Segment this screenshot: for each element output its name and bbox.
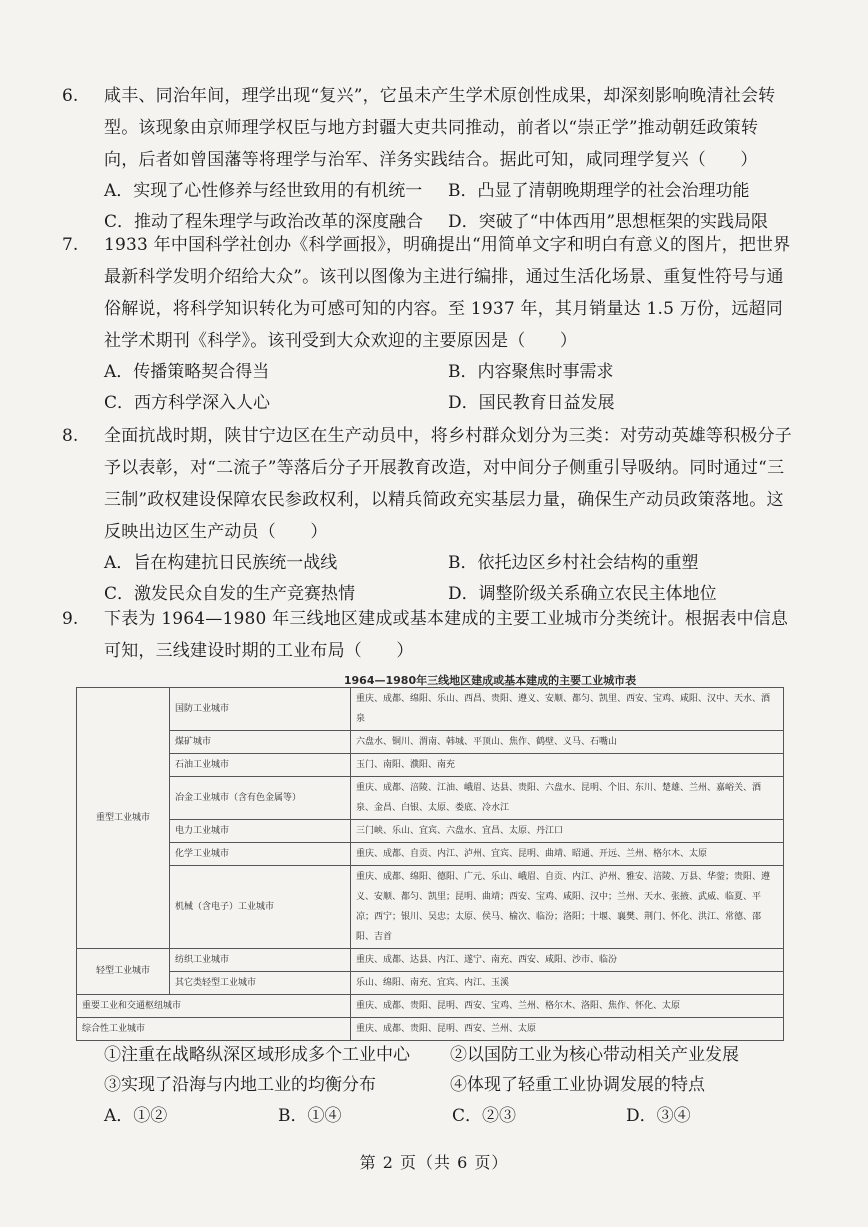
question-stem: 咸丰、同治年间，理学出现“复兴”，它虽未产生学术原创性成果，却深刻影响晚清社会转型。该现象由京师理学权臣与地方封疆大吏共同推动，前者以“崇正学”推动朝廷政策转向，后者如曾国藩等将理学与治军、洋务实践结合。据此可知，咸同理学复兴（ ） [104,86,776,170]
answer-c: C．②③ [452,1106,517,1126]
statement-3: ③实现了沿海与内地工业的均衡分布 [104,1075,376,1095]
question-number: 7. [62,235,79,255]
option-row [104,548,792,579]
statement-4: ④体现了轻重工业协调发展的特点 [450,1075,705,1095]
table-row [77,731,784,754]
table-row [77,866,784,949]
answer-a: A．①② [104,1106,168,1126]
question-number: 8. [62,426,79,446]
option-b: B．内容聚焦时事需求 [448,362,614,382]
question-stem: 全面抗战时期，陕甘宁边区在生产动员中，将乡村群众划分为三类：对劳动英雄等积极分子予以表彰，对“二流子”等落后分子开展教育改造，对中间分子侧重引导吸纳。同时通过“三三制”政权建设保障农民参政权利，以精兵简政充实基层力量，确保生产动员政策落地。这反映出边区生产动员（ ） [104,426,792,542]
table-row [77,820,784,843]
row-cities: 重庆、成都、达县、内江、遂宁、南充、西安、咸阳、沙市、临汾 [351,949,784,972]
statement-1: ①注重在战略纵深区域形成多个工业中心 [104,1045,410,1065]
question-number: 9. [62,609,79,629]
statement-row [104,1070,804,1100]
row-type: 化学工业城市 [170,843,351,866]
statement-row [104,1040,804,1070]
question-8 [62,420,792,610]
row-type: 综合性工业城市 [77,1018,351,1041]
option-row [104,357,792,388]
option-a: A．传播策略契合得当 [104,362,270,382]
option-a: A．实现了心性修养与经世致用的有机统一 [104,181,423,201]
row-type: 国防工业城市 [170,688,351,731]
table-row [77,972,784,995]
question-number: 6. [62,86,79,106]
option-d: D．国民教育日益发展 [448,393,615,413]
row-cities: 玉门、南阳、濮阳、南充 [351,754,784,777]
option-d: D．突破了“中体西用”思想框架的实践局限 [448,212,769,232]
question-9 [62,603,792,667]
row-type: 机械（含电子）工业城市 [170,866,351,949]
table-row [77,1018,784,1041]
category-heavy: 重型工业城市 [77,688,170,949]
row-type: 其它类轻型工业城市 [170,972,351,995]
row-type: 冶金工业城市（含有色金属等） [170,777,351,820]
option-b: B．凸显了清朝晚期理学的社会治理功能 [448,181,750,201]
table-row [77,688,784,731]
row-type: 煤矿城市 [170,731,351,754]
option-c: C．推动了程朱理学与政治改革的深度融合 [104,212,424,232]
table-row [77,843,784,866]
row-cities: 三门峡、乐山、宜宾、六盘水、宜昌、太原、丹江口 [351,820,784,843]
row-type: 电力工业城市 [170,820,351,843]
question-7 [62,229,792,419]
option-row [104,176,792,207]
answer-d: D．③④ [626,1106,691,1126]
table-row [77,754,784,777]
table-row [77,777,784,820]
option-b: B．依托边区乡村社会结构的重塑 [448,553,699,573]
row-cities: 六盘水、铜川、渭南、韩城、平顶山、焦作、鹤壁、义马、石嘴山 [351,731,784,754]
row-type: 纺织工业城市 [170,949,351,972]
answer-row [104,1100,804,1132]
table-row [77,949,784,972]
row-type: 重要工业和交通枢纽城市 [77,995,351,1018]
page-footer: 第 2 页（共 6 页） [359,1153,509,1172]
question-stem: 下表为 1964—1980 年三线地区建成或基本建成的主要工业城市分类统计。根据表中信息可知，三线建设时期的工业布局（ ） [104,609,789,661]
option-c: C．西方科学深入人心 [104,393,271,413]
table-row [77,995,784,1018]
row-cities: 重庆、成都、贵阳、昆明、西安、兰州、太原 [351,1018,784,1041]
category-light: 轻型工业城市 [77,949,170,995]
row-cities: 重庆、成都、自贡、内江、泸州、宜宾、昆明、曲靖、昭通、开远、兰州、格尔木、太原 [351,843,784,866]
row-cities: 重庆、成都、绵阳、乐山、西昌、贵阳、遵义、安顺、都匀、凯里、西安、宝鸡、咸阳、汉中、天水、酒泉 [351,688,784,731]
option-row [104,388,792,419]
table-caption: 1964—1980年三线地区建成或基本建成的主要工业城市表 [343,674,637,687]
option-c: C．激发民众自发的生产竞赛热情 [104,584,356,604]
question-stem: 1933 年中国科学社创办《科学画报》，明确提出“用简单文字和明白有意义的图片，把世界最新科学发明介绍给大众”。该刊以图像为主进行编排，通过生活化场景、重复性符号与通俗解说，将科学知识转化为可感可知的内容。至 1937 年，其月销量达 1.5 万份，远超同社学术期刊《科学》。该刊受到大众欢迎的主要原因是（ ） [104,235,791,351]
row-cities: 重庆、成都、绵阳、德阳、广元、乐山、峨眉、自贡、内江、泸州、雅安、涪陵、万县、华蓥；贵阳、遵义、安顺、都匀、凯里；昆明、曲靖；西安、宝鸡、咸阳、汉中；兰州、天水、张掖、武威、临夏、平凉；西宁；银川、吴忠；太原、侯马、榆次、临汾；洛阳；十堰、襄樊、荆门、怀化、洪江、常德、邵阳、吉首 [351,866,784,949]
row-cities: 重庆、成都、涪陵、江油、峨眉、达县、贵阳、六盘水、昆明、个旧、东川、楚雄、兰州、嘉峪关、酒泉、金昌、白银、太原、娄底、冷水江 [351,777,784,820]
question-9-choices [104,1040,804,1132]
option-d: D．调整阶级关系确立农民主体地位 [448,584,717,604]
row-cities: 重庆、成都、贵阳、昆明、西安、宝鸡、兰州、格尔木、洛阳、焦作、怀化、太原 [351,995,784,1018]
row-type: 石油工业城市 [170,754,351,777]
statement-2: ②以国防工业为核心带动相关产业发展 [450,1045,739,1065]
row-cities: 乐山、绵阳、南充、宜宾、内江、玉溪 [351,972,784,995]
question-6 [62,80,792,238]
option-a: A．旨在构建抗日民族统一战线 [104,553,338,573]
answer-b: B．①④ [278,1106,342,1126]
industrial-cities-table [76,687,784,1041]
